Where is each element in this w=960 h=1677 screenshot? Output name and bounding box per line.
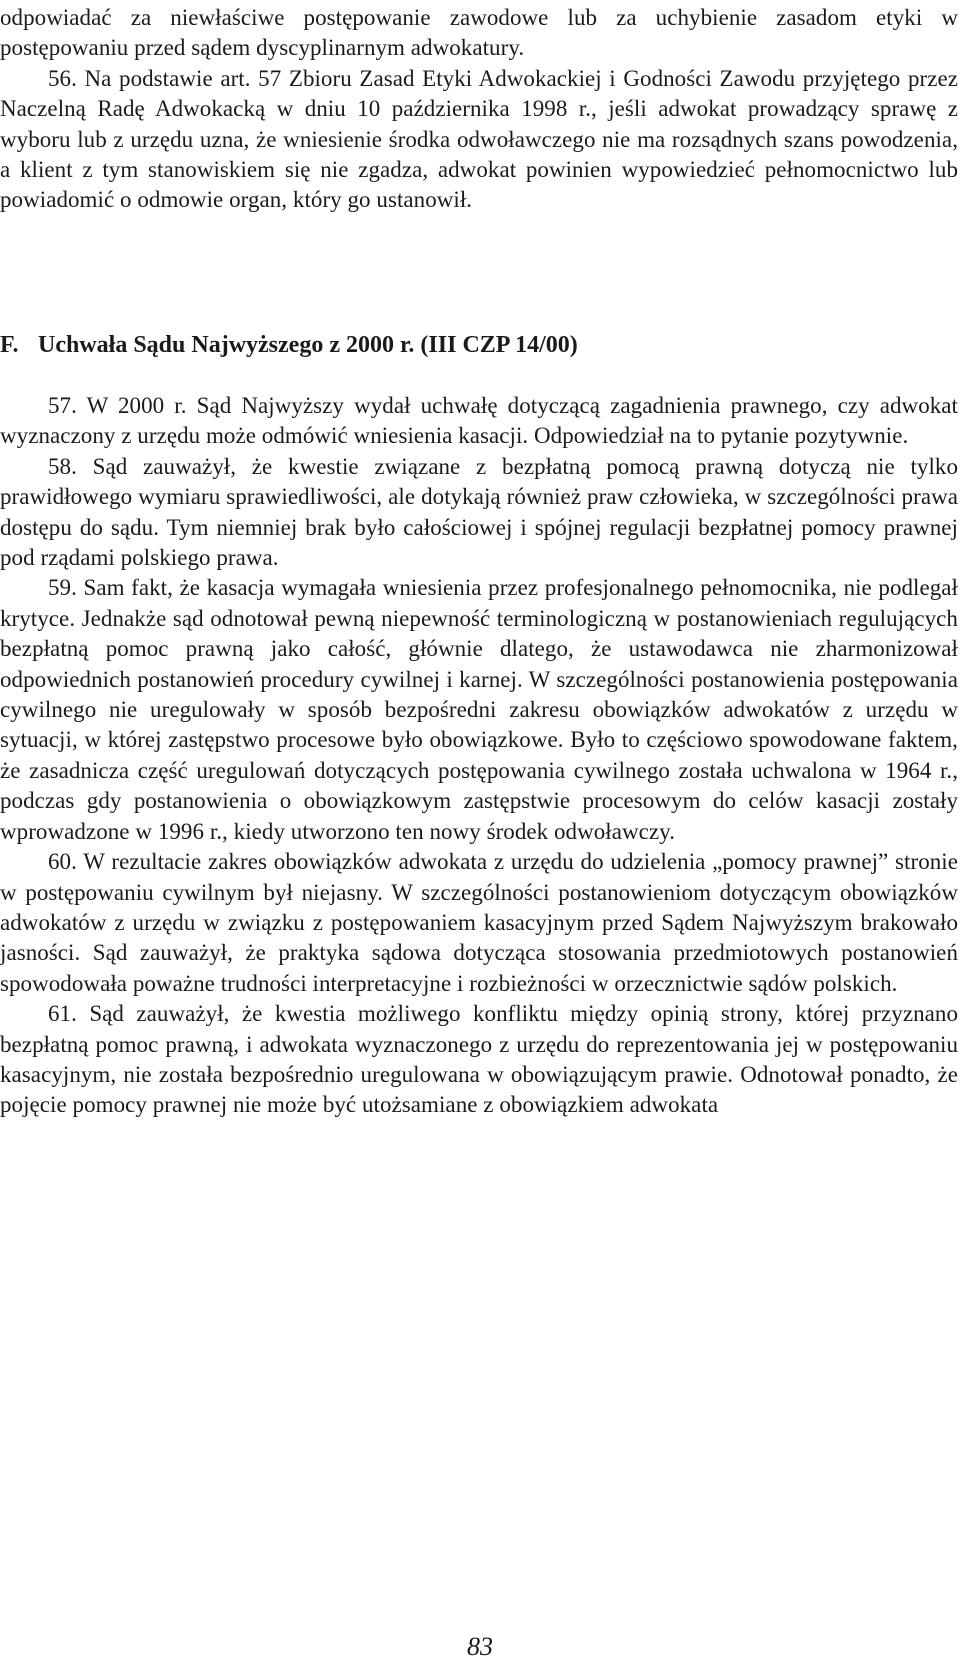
- paragraph-58: 58. Sąd zauważył, że kwestie związane z bezpłatną pomocą prawną dotyczą nie tylko prawidłowego wymiaru sprawiedliwości, ale dotykają również praw człowieka, w szczególności prawa dostępu do sądu. Tym niemniej brak było całościowej i spójnej regulacji bezpłatnej pomocy prawnej pod rządami polskiego prawa.: [0, 453, 958, 571]
- paragraph-60: 60. W rezultacie zakres obowiązków adwokata z urzędu do udzielenia „pomocy prawnej” stronie w postępowaniu cywilnym był niejasny. W szczególności postanowieniom dotyczącym obowiązków adwokatów z urzędu w związku z postępowaniem kasacyjnym przed Sądem Najwyższym brakowało jasności. Sąd zauważył, że praktyka sądowa dotycząca stosowania przedmiotowych postanowień spowodowała poważne trudności interpretacyjne i rozbieżności w orzecznictwie sądów polskich.: [0, 849, 958, 996]
- paragraph-61: 61. Sąd zauważył, że kwestia możliwego konfliktu między opinią strony, której przyznano bezpłatną pomoc prawną, i adwokata wyznaczonego z urzędu do reprezentowania jej w postępowaniu kasacyjnym, nie została bezpośrednio uregulowana w obowiązującym prawie. Odnotował ponadto, że pojęcie pomocy prawnej nie może być utożsamiane z obowiązkiem adwokata: [0, 1001, 958, 1118]
- section-heading: [0, 330, 578, 360]
- page-number: 83: [467, 1632, 493, 1661]
- paragraph-57: 57. W 2000 r. Sąd Najwyższy wydał uchwałę dotyczącą zagadnienia prawnego, czy adwokat wyznaczony z urzędu może odmówić wniesienia kasacji. Odpowiedział na to pytanie pozytywnie.: [0, 393, 958, 449]
- paragraph-continued: odpowiadać za niewłaściwe postępowanie zawodowe lub za uchybienie zasadom etyki w postępowaniu przed sądem dyscyplinarnym adwokatury.: [0, 5, 958, 61]
- section-heading-title: Uchwała Sądu Najwyższego z 2000 r. (III CZP 14/00): [38, 332, 578, 358]
- text-block-top: [0, 3, 958, 216]
- text-block-main: [0, 391, 958, 1121]
- section-heading-letter: F.: [0, 332, 19, 358]
- paragraph-59: 59. Sam fakt, że kasacja wymagała wniesienia przez profesjonalnego pełnomocnika, nie podlegał krytyce. Jednakże sąd odnotował pewną niepewność terminologiczną w postanowieniach regulujących bezpłatną pomoc prawną jako całość, głównie dlatego, że ustawodawca nie zharmonizował odpowiednich postanowień procedury cywilnej i karnej. W szczególności postanowienia postępowania cywilnego nie uregulowały w sposób bezpośredni zakresu obowiązków adwokatów z urzędu w sytuacji, w której zastępstwo procesowe było obowiązkowe. Było to częściowo spowodowane faktem, że zasadnicza część uregulowań dotyczących postępowania cywilnego została uchwalona w 1964 r., podczas gdy postanowienia o obowiązkowym zastępstwie procesowym do celów kasacji zostały wprowadzone w 1996 r., kiedy utworzono ten nowy środek odwoławczy.: [0, 575, 958, 844]
- paragraph-56: 56. Na podstawie art. 57 Zbioru Zasad Etyki Adwokackiej i Godności Zawodu przyjętego przez Naczelną Radę Adwokacką w dniu 10 października 1998 r., jeśli adwokat prowadzący sprawę z wyboru lub z urzędu uzna, że wniesienie środka odwoławczego nie ma rozsądnych szans powodzenia, a klient z tym stanowiskiem się nie zgadza, adwokat powinien wypowiedzieć pełnomocnictwo lub powiadomić o odmowie organ, który go ustanowił.: [0, 65, 958, 213]
